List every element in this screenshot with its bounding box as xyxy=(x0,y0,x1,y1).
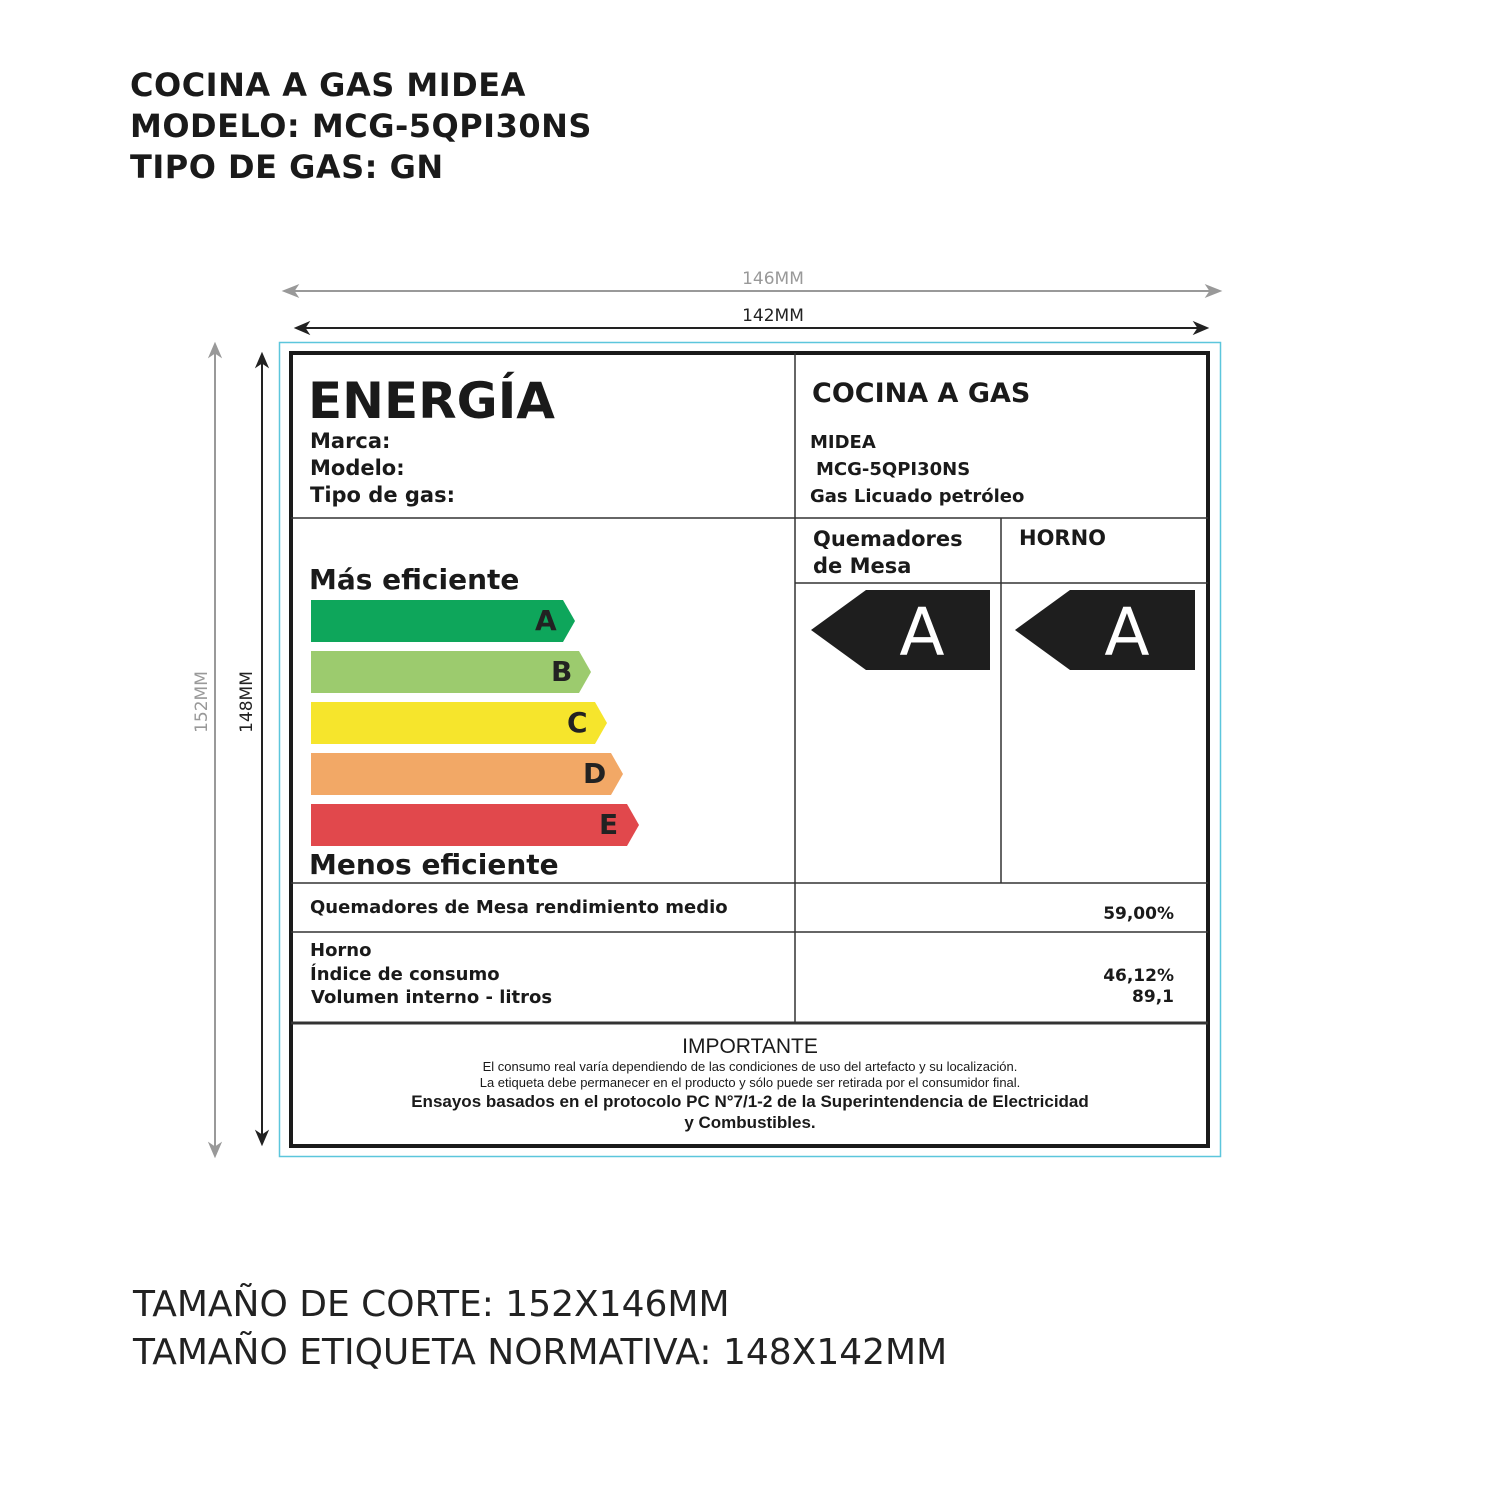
header-product: COCINA A GAS MIDEA xyxy=(130,66,526,104)
efficiency-class-letter: D xyxy=(583,757,607,790)
scale-bottom-label: Menos eficiente xyxy=(309,848,559,881)
important-title: IMPORTANTE xyxy=(682,1035,818,1058)
row-burners-label: Quemadores de Mesa rendimiento medio xyxy=(310,897,728,918)
dimension-outer-height xyxy=(209,343,221,1157)
efficiency-bar-d xyxy=(311,753,623,795)
row-volume-label: Volumen interno - litros xyxy=(311,987,553,1008)
header-gas-type: TIPO DE GAS: GN xyxy=(130,148,444,186)
field-model-value: MCG-5QPI30NS xyxy=(816,459,971,480)
header-model: MODELO: MCG-5QPI30NS xyxy=(130,107,592,145)
row-consumption-value: 46,12% xyxy=(1103,966,1174,986)
inner-height-label: 148MM xyxy=(237,671,257,733)
field-gas-value: Gas Licuado petróleo xyxy=(810,486,1025,507)
efficiency-class-letter: B xyxy=(551,655,573,688)
row-volume-value: 89,1 xyxy=(1132,987,1174,1007)
label-title: ENERGÍA xyxy=(308,372,555,430)
label-border xyxy=(291,353,1208,1146)
important-line-3: Ensayos basados en el protocolo PC N°7/1-2 de la Superintendencia de Electricidad xyxy=(411,1092,1089,1111)
efficiency-class-letter: E xyxy=(599,808,619,841)
product-type: COCINA A GAS xyxy=(812,378,1031,409)
row-consumption-label: Índice de consumo xyxy=(310,964,500,985)
efficiency-bar-b xyxy=(311,651,591,693)
column-oven-header: HORNO xyxy=(1019,526,1107,550)
outer-height-label: 152MM xyxy=(192,671,212,733)
scale-top-label: Más eficiente xyxy=(309,563,520,596)
efficiency-bar-e xyxy=(311,804,639,846)
footer-label-size: TAMAÑO ETIQUETA NORMATIVA: 148X142MM xyxy=(133,1332,948,1373)
rating-oven: A xyxy=(1104,594,1150,671)
footer-cut-size: TAMAÑO DE CORTE: 152X146MM xyxy=(133,1284,730,1325)
field-model-name: Modelo: xyxy=(310,456,405,480)
efficiency-class-letter: C xyxy=(567,706,588,739)
column-burners-header: Quemadores de Mesa xyxy=(813,527,963,578)
rating-burners: A xyxy=(899,594,945,671)
important-line-1: El consumo real varía dependiendo de las condiciones de uso del artefacto y su localización. xyxy=(482,1059,1018,1074)
inner-width-label: 142MM xyxy=(742,306,804,326)
outer-width-label: 146MM xyxy=(742,269,804,289)
row-burners-value: 59,00% xyxy=(1103,904,1174,924)
efficiency-class-letter: A xyxy=(535,604,557,637)
field-brand-name: Marca: xyxy=(310,429,391,453)
important-line-2: La etiqueta debe permanecer en el producto y sólo puede ser retirada por el consumidor final. xyxy=(479,1075,1021,1090)
field-gas-name: Tipo de gas: xyxy=(310,483,455,507)
dimension-inner-height xyxy=(256,353,268,1145)
field-brand-value: MIDEA xyxy=(810,432,876,453)
efficiency-bar-c xyxy=(311,702,607,744)
important-line-4: y Combustibles. xyxy=(684,1113,816,1132)
row-oven-label: Horno xyxy=(310,940,372,961)
